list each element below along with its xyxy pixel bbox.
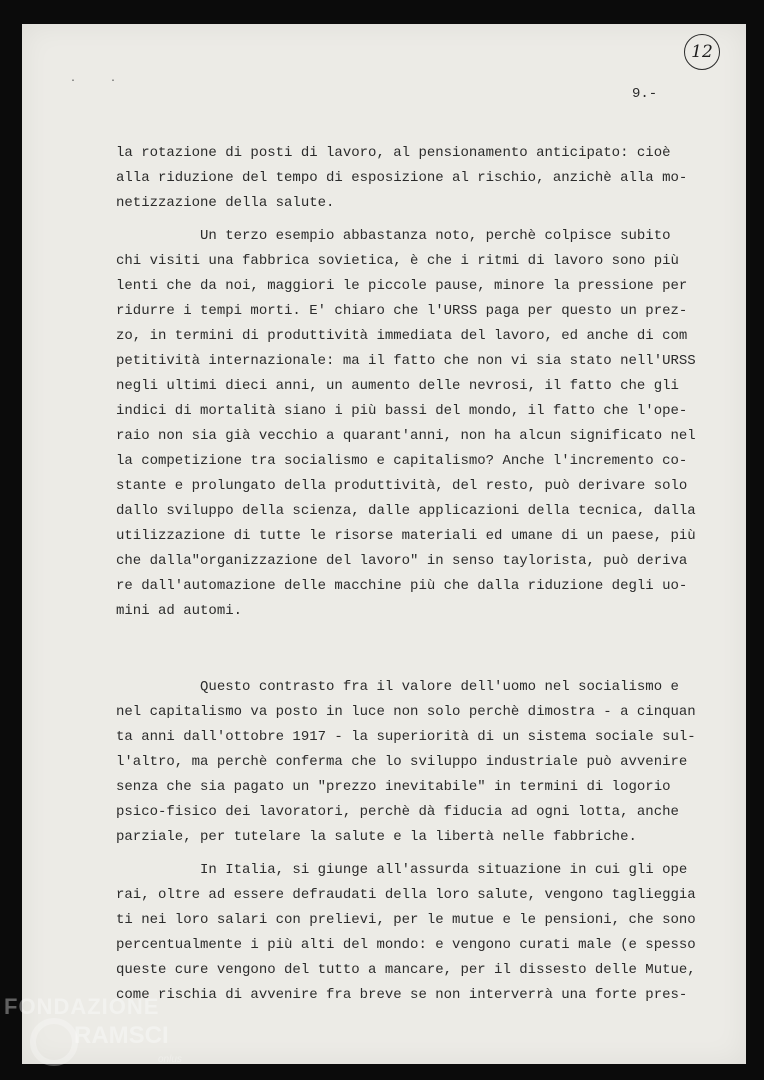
text-line: senza che sia pagato un "prezzo inevitabile" in termini di logorio bbox=[116, 779, 671, 795]
watermark-subtitle: RAMSCI bbox=[74, 1022, 169, 1049]
paper-specks: · · bbox=[70, 76, 131, 87]
text-line: utilizzazione di tutte le risorse materiali ed umane di un paese, più bbox=[116, 528, 696, 544]
text-line: raio non sia già vecchio a quarant'anni, non ha alcun significato nel bbox=[116, 428, 696, 444]
text-line: ridurre i tempi morti. E' chiaro che l'URSS paga per questo un prez- bbox=[116, 303, 688, 319]
text-line: chi visiti una fabbrica sovietica, è che i ritmi di lavoro sono più bbox=[116, 253, 679, 269]
text-line: la rotazione di posti di lavoro, al pensionamento anticipato: cioè bbox=[116, 145, 671, 161]
text-line: queste cure vengono del tutto a mancare, per il dissesto delle Mutue, bbox=[116, 962, 696, 978]
text-line: re dall'automazione delle macchine più che dalla riduzione degli uo- bbox=[116, 578, 688, 594]
text-line: Un terzo esempio abbastanza noto, perchè colpisce subito bbox=[116, 228, 671, 244]
text-line: In Italia, si giunge all'assurda situazione in cui gli ope bbox=[116, 862, 688, 878]
text-line: nel capitalismo va posto in luce non solo perchè dimostra - a cinquan bbox=[116, 704, 696, 720]
text-line: rai, oltre ad essere defraudati della loro salute, vengono taglieggia bbox=[116, 887, 696, 903]
text-line: mini ad automi. bbox=[116, 603, 243, 619]
text-line: l'altro, ma perchè conferma che lo sviluppo industriale può avvenire bbox=[116, 754, 688, 770]
watermark-note: onlus bbox=[158, 1054, 182, 1065]
text-line: indici di mortalità siano i più bassi del mondo, il fatto che l'ope- bbox=[116, 403, 688, 419]
watermark-title: FONDAZIONE bbox=[4, 994, 160, 1019]
text-line: lenti che da noi, maggiori le piccole pause, minore la pressione per bbox=[116, 278, 688, 294]
text-line: percentualmente i più alti del mondo: e vengono curati male (e spesso bbox=[116, 937, 696, 953]
text-line: netizzazione della salute. bbox=[116, 195, 335, 211]
text-line: parziale, per tutelare la salute e la libertà nelle fabbriche. bbox=[116, 829, 637, 845]
page-number: 9.- bbox=[632, 86, 658, 102]
text-line: ta anni dall'ottobre 1917 - la superiorità di un sistema sociale sul- bbox=[116, 729, 696, 745]
text-line: Questo contrasto fra il valore dell'uomo nel socialismo e bbox=[116, 679, 679, 695]
text-line: stante e prolungato della produttività, del resto, può derivare solo bbox=[116, 478, 688, 494]
text-line: alla riduzione del tempo di esposizione al rischio, anzichè alla mo- bbox=[116, 170, 688, 186]
text-line: psico-fisico dei lavoratori, perchè dà fiducia ad ogni lotta, anche bbox=[116, 804, 679, 820]
text-line: la competizione tra socialismo e capitalismo? Anche l'incremento co- bbox=[116, 453, 688, 469]
text-line: petitività internazionale: ma il fatto che non vi sia stato nell'URSS bbox=[116, 353, 696, 369]
text-line: dallo sviluppo della scienza, dalle applicazioni della tecnica, dalla bbox=[116, 503, 696, 519]
text-line: che dalla"organizzazione del lavoro" in senso taylorista, può deriva bbox=[116, 553, 688, 569]
watermark-logo-icon bbox=[30, 1018, 78, 1066]
text-line: ti nei loro salari con prelievi, per le mutue e le pensioni, che sono bbox=[116, 912, 696, 928]
text-line: negli ultimi dieci anni, un aumento delle nevrosi, il fatto che gli bbox=[116, 378, 679, 394]
text-line: come rischia di avvenire fra breve se non interverrà una forte pres- bbox=[116, 987, 688, 1003]
page-stamp: 12 bbox=[684, 34, 720, 70]
text-line: zo, in termini di produttività immediata del lavoro, ed anche di com bbox=[116, 328, 688, 344]
